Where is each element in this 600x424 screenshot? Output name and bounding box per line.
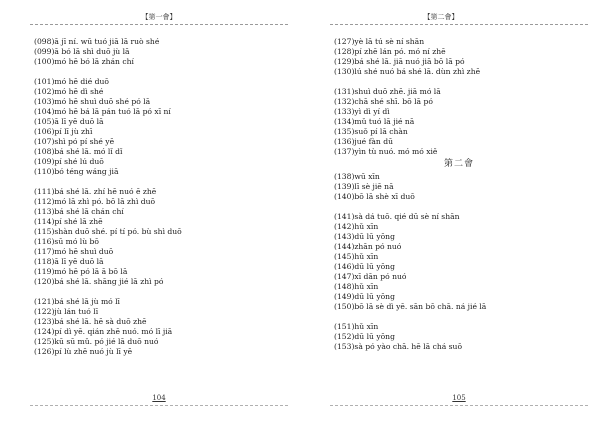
verse-line: (131)shuì duō zhē. jiā mó lā bbox=[334, 87, 441, 96]
verse-line: (152)dū lū yōng bbox=[334, 332, 395, 341]
verse-line: (120)bá shé lā. shāng jié lā zhì pó bbox=[34, 277, 164, 286]
verse-line: (099)ā bó lā shì duō jù lā bbox=[34, 47, 130, 56]
verse-line: (119)mó hē pó lā ā bō lā bbox=[34, 267, 128, 276]
section-title: 第二會 bbox=[443, 159, 474, 169]
verse-line: (132)chā shé shī. bō lā pó bbox=[334, 97, 433, 106]
verse-line: (142)hǔ xīn bbox=[334, 222, 379, 231]
verse-line: (101)mó hē dié duō bbox=[34, 77, 109, 86]
verse-line: (112)mó lā zhì pó. bō lā zhì duō bbox=[34, 197, 156, 206]
verse-line: (118)ā lī yē duō lā bbox=[34, 257, 104, 266]
verse-line: (127)yè lā tú sè ní shān bbox=[334, 37, 425, 46]
verse-line: (139)lī sè jiē nā bbox=[334, 182, 394, 191]
verse-line: (147)xī dān pó nuó bbox=[334, 272, 407, 281]
verse-line: (106)pí lī jù zhī bbox=[34, 127, 93, 136]
verse-line: (115)shàn duō shé. pí tí pó. bù shì duō bbox=[34, 227, 182, 236]
group-gap bbox=[334, 77, 584, 87]
group-gap bbox=[334, 202, 584, 212]
verse-line: (117)mó hē shuì duō bbox=[34, 247, 114, 256]
verse-block-after bbox=[334, 172, 584, 352]
verse-line: (114)pí shé lā zhē bbox=[34, 217, 103, 226]
verse-line: (136)jué fàn dū bbox=[334, 137, 393, 146]
verse-lines bbox=[34, 37, 284, 357]
footer-rule bbox=[30, 405, 288, 406]
verse-line: (102)mó hē dì shé bbox=[34, 87, 104, 96]
verse-line: (130)lú shé nuó bá shé lā. dùn zhì zhē bbox=[334, 67, 481, 76]
verse-line: (145)hǔ xīn bbox=[334, 252, 379, 261]
verse-line: (151)hǔ xīn bbox=[334, 322, 379, 331]
footer-rule bbox=[330, 405, 588, 406]
verse-line: (137)yìn tù nuó. mó mó xiě bbox=[334, 147, 438, 156]
verse-line: (121)bá shé lā jù mó lī bbox=[34, 297, 120, 306]
verse-line: (100)mó hē bó lā zhán chí bbox=[34, 57, 134, 66]
verse-line: (113)bá shé lā chán chí bbox=[34, 207, 124, 216]
verse-line: (143)dū lū yōng bbox=[334, 232, 395, 241]
verse-line: (133)yì dì yí dì bbox=[334, 107, 390, 116]
verse-line: (135)suǒ pí lā chàn bbox=[334, 127, 408, 136]
verse-line: (149)dū lū yōng bbox=[334, 292, 395, 301]
page-number: 105 bbox=[452, 394, 466, 402]
verse-line: (103)mó hē shuì duō shé pó lā bbox=[34, 97, 151, 106]
group-gap bbox=[34, 67, 284, 77]
group-gap bbox=[334, 312, 584, 322]
group-gap bbox=[34, 287, 284, 297]
verse-line: (109)pí shé lú duō bbox=[34, 157, 104, 166]
right-page bbox=[300, 0, 600, 424]
page-number: 104 bbox=[152, 394, 166, 402]
verse-line: (153)sà pó yào chā. hē lā chá suō bbox=[334, 342, 463, 351]
verse-line: (116)sū mó lù bō bbox=[34, 237, 99, 246]
verse-line: (110)bó téng wáng jiā bbox=[34, 167, 119, 176]
verse-line: (105)ā lī yē duō lā bbox=[34, 117, 104, 126]
verse-line: (125)kū sū mǔ. pó jié lā duō nuó bbox=[34, 337, 159, 346]
header-rule bbox=[330, 24, 588, 25]
group-gap bbox=[34, 177, 284, 187]
verse-line: (140)bō lā shè xī duō bbox=[334, 192, 415, 201]
verse-lines bbox=[334, 37, 584, 352]
verse-line: (150)bō lā sè dì yē. sān bō chā. ná jié lā bbox=[334, 302, 487, 311]
verse-line: (107)shì pó pí shé yē bbox=[34, 137, 115, 146]
verse-line: (104)mó hē bá lā pán tuó lā pó xī ní bbox=[34, 107, 171, 116]
verse-block-before bbox=[334, 37, 584, 157]
verse-line: (146)dū lū yōng bbox=[334, 262, 395, 271]
verse-line: (126)pí lù zhē nuó jù lī yē bbox=[34, 347, 133, 356]
verse-line: (108)bá shé lā. mó lǐ dǐ bbox=[34, 147, 123, 156]
page-header: 【第一會】 bbox=[141, 13, 177, 21]
page-header: 【第二會】 bbox=[423, 13, 459, 21]
verse-line: (128)pí zhē lán pó. mó ní zhē bbox=[334, 47, 446, 56]
verse-line: (138)wū xīn bbox=[334, 172, 380, 181]
verse-line: (123)bá shé lā. hē sà duō zhē bbox=[34, 317, 147, 326]
verse-line: (098)ā jī ní. wū tuó jiā lā ruò shé bbox=[34, 37, 160, 46]
header-rule bbox=[30, 24, 288, 25]
verse-line: (144)zhān pó nuó bbox=[334, 242, 402, 251]
verse-line: (141)sà dá tuō. qié dū sè ní shān bbox=[334, 212, 460, 221]
verse-line: (148)hǔ xīn bbox=[334, 282, 379, 291]
verse-line: (129)bá shé lā. jiā nuó jiā bō lā pó bbox=[334, 57, 465, 66]
verse-line: (134)mǔ tuó lā jié nā bbox=[334, 117, 415, 126]
verse-line: (122)jù lán tuó lī bbox=[34, 307, 99, 316]
verse-line: (124)pí dì yē. qián zhē nuó. mó lī jiā bbox=[34, 327, 173, 336]
verse-line: (111)bá shé lā. zhí hē nuó ē zhē bbox=[34, 187, 157, 196]
